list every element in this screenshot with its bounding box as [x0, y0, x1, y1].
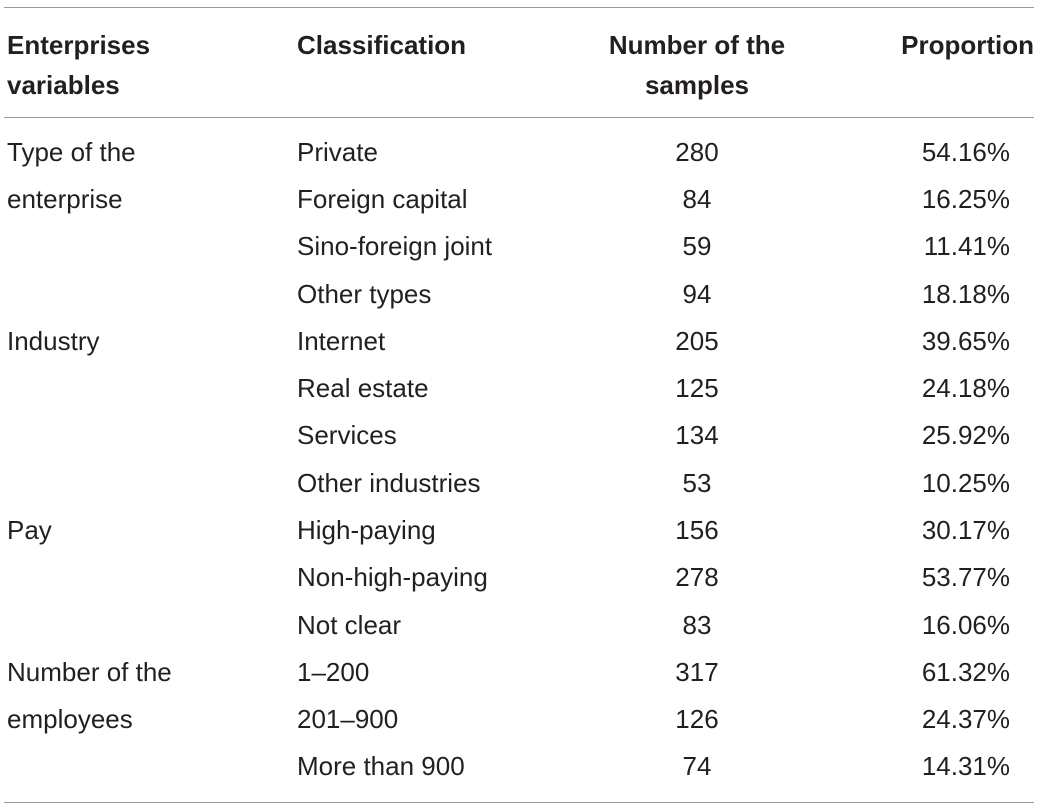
- proportion-cell: 11.41%: [923, 231, 1010, 261]
- variable-label: Type of the: [7, 137, 136, 167]
- number-cell: 280: [675, 137, 719, 167]
- classification-cell: Private: [297, 137, 378, 167]
- number-cell: 317: [675, 657, 719, 687]
- proportion-cell: 16.06%: [921, 610, 1010, 640]
- proportion-cell: 18.18%: [921, 279, 1010, 309]
- classification-cell: Not clear: [297, 610, 402, 640]
- bottom-rule: [4, 802, 1034, 803]
- variable-label: Industry: [7, 326, 100, 356]
- header-proportion: [901, 25, 1034, 65]
- proportion-cell: 14.31%: [921, 751, 1010, 781]
- proportion-cell: 61.32%: [921, 657, 1010, 687]
- variable-label: employees: [7, 704, 133, 734]
- proportion-cell: 16.25%: [921, 184, 1010, 214]
- classification-cell: Other industries: [297, 468, 481, 498]
- classification-cell: 201–900: [297, 704, 399, 734]
- header-rule: [4, 117, 1034, 118]
- variable-label: Number of the: [7, 657, 172, 687]
- header-line: samples: [644, 70, 750, 100]
- number-cell: 53: [682, 468, 712, 498]
- header-line: Number of the: [608, 30, 786, 60]
- classification-cell: Real estate: [297, 373, 429, 403]
- header-line: Proportion: [901, 30, 1034, 60]
- proportion-cell: 53.77%: [921, 562, 1010, 592]
- header-line: variables: [7, 70, 120, 100]
- proportion-cell: 39.65%: [921, 326, 1010, 356]
- classification-cell: Internet: [297, 326, 386, 356]
- classification-cell: High-paying: [297, 515, 436, 545]
- number-cell: 94: [682, 279, 712, 309]
- proportion-cell: 10.25%: [921, 468, 1010, 498]
- number-cell: 205: [675, 326, 719, 356]
- header-number-of-samples: [560, 25, 834, 105]
- proportion-cell: 24.37%: [921, 704, 1010, 734]
- classification-cell: Other types: [297, 279, 432, 309]
- number-cell: 74: [682, 751, 712, 781]
- number-cell: 83: [682, 610, 712, 640]
- header-line: Classification: [297, 30, 467, 60]
- classification-cell: Services: [297, 420, 397, 450]
- top-rule: [4, 7, 1034, 8]
- proportion-cell: 25.92%: [921, 420, 1010, 450]
- number-cell: 125: [675, 373, 719, 403]
- number-cell: 278: [675, 562, 719, 592]
- number-cell: 126: [675, 704, 719, 734]
- classification-cell: More than 900: [297, 751, 465, 781]
- number-cell: 156: [675, 515, 719, 545]
- classification-cell: Non-high-paying: [297, 562, 488, 592]
- proportion-cell: 24.18%: [921, 373, 1010, 403]
- classification-cell: 1–200: [297, 657, 370, 687]
- proportion-cell: 54.16%: [921, 137, 1010, 167]
- header-classification: [297, 25, 466, 65]
- number-cell: 84: [682, 184, 712, 214]
- proportion-cell: 30.17%: [921, 515, 1010, 545]
- variable-label: enterprise: [7, 184, 123, 214]
- variable-label: Pay: [7, 515, 52, 545]
- classification-cell: Foreign capital: [297, 184, 468, 214]
- number-cell: 59: [682, 231, 712, 261]
- header-enterprises-variables: [7, 25, 150, 105]
- number-cell: 134: [675, 420, 719, 450]
- classification-cell: Sino-foreign joint: [297, 231, 493, 261]
- header-line: Enterprises: [7, 30, 151, 60]
